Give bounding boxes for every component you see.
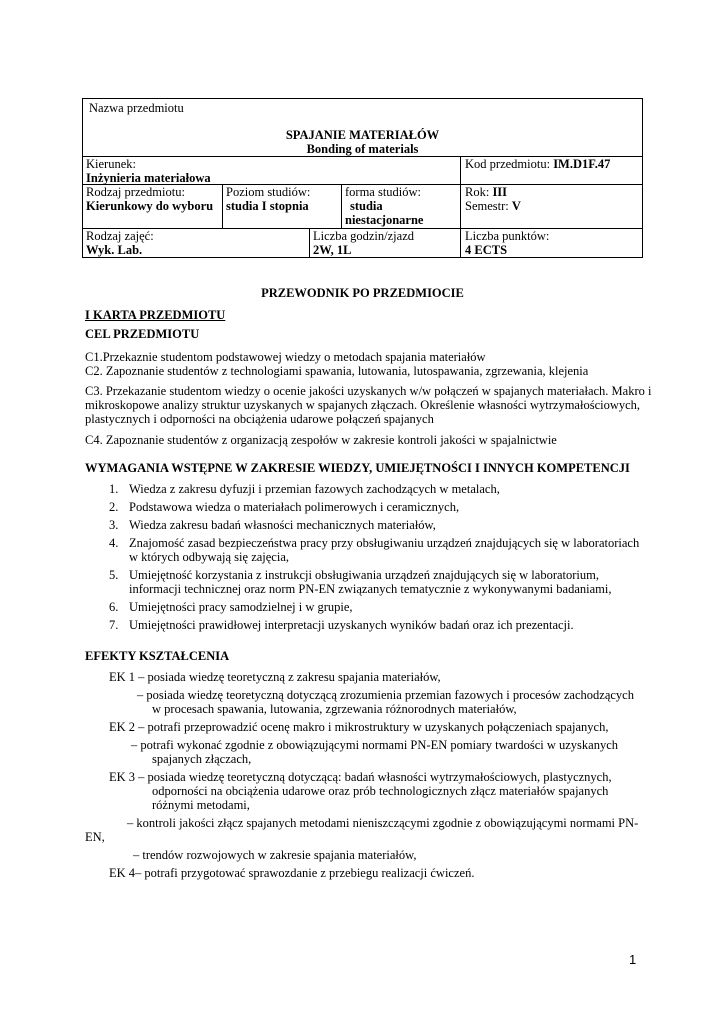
requirement-item: Umiejętności pracy samodzielnej i w grupie, — [129, 600, 353, 614]
field-label: Rodzaj zajęć: — [86, 229, 154, 243]
table-divider — [460, 156, 461, 257]
outcome-ek2: – potrafi wykonać zgodnie z obowiązującymi normami PN-EN pomiary twardości w uzyskanych — [131, 738, 619, 752]
outcome-ek4: EK 4– potrafi przygotować sprawozdanie z przebiegu realizacji ćwiczeń. — [109, 866, 475, 880]
field-value: niestacjonarne — [345, 213, 424, 227]
requirements-heading: WYMAGANIA WSTĘPNE W ZAKRESIE WIEDZY, UMIEJĘTNOŚCI I INNYCH KOMPETENCJI — [85, 461, 630, 475]
table-divider — [341, 184, 342, 228]
field-value: 2W, 1L — [313, 243, 352, 257]
course-title-en: Bonding of materials — [306, 142, 419, 156]
year-field: Rok: III — [465, 185, 508, 199]
outcome-ek3: – trendów rozwojowych w zakresie spajania materiałów, — [133, 848, 417, 862]
requirement-item: Umiejętność korzystania z instrukcji obsługiwania urządzeń znajdujących się w laboratorium, — [129, 568, 599, 582]
goal-c3: plastycznych i odporności na obciążenia udarowe połączeń spajanych — [85, 412, 434, 426]
outcome-ek3: EN, — [85, 830, 105, 844]
requirement-item: Wiedza zakresu badań własności mechanicznych materiałów, — [129, 518, 436, 532]
list-number: 3. — [109, 518, 119, 532]
field-label: Liczba punktów: — [465, 229, 550, 243]
field-value: Kierunkowy do wyboru — [86, 199, 214, 213]
page-number: 1 — [629, 952, 637, 967]
table-divider — [309, 228, 310, 257]
outcome-ek1: EK 1 – posiada wiedzę teoretyczną z zakresu spajania materiałów, — [109, 670, 441, 684]
outcome-ek1: – posiada wiedzę teoretyczną dotyczącą zrozumienia przemian fazowych i procesów zachodzących — [137, 688, 634, 702]
outcome-ek3: odporności na obciążenia udarowe oraz prób technologicznych złącz materiałów spajanych — [152, 784, 609, 798]
goal-heading: CEL PRZEDMIOTU — [85, 327, 200, 341]
card-heading: I KARTA PRZEDMIOTU — [85, 308, 226, 322]
field-value: Inżynieria materiałowa — [86, 171, 211, 185]
course-title-pl: SPAJANIE MATERIAŁÓW — [285, 128, 440, 142]
goal-c3: mikroskopowe analizy struktur uzyskanych w spajanych złączach. Określenie własności wytrzymałościowych, — [85, 398, 641, 412]
field-label: Liczba godzin/zjazd — [313, 229, 414, 243]
field-label: Kierunek: — [86, 157, 136, 171]
list-number: 7. — [109, 618, 119, 632]
goal-c3: C3. Przekazanie studentom wiedzy o ocenie jakości uzyskanych w/w połączeń w spajanych materiałach. Makro i — [85, 384, 652, 398]
requirement-item: Znajomość zasad bezpieczeństwa pracy przy obsługiwaniu urządzeń znajdujących się w laboratoriach — [129, 536, 640, 550]
semester-field: Semestr: V — [465, 199, 521, 213]
list-number: 5. — [109, 568, 119, 582]
list-number: 1. — [109, 482, 119, 496]
goal-c1: C1.Przekaznie studentom podstawowej wiedzy o metodach spajania materiałów — [85, 350, 486, 364]
outcome-ek2: EK 2 – potrafi przeprowadzić ocenę makro i mikrostruktury w uzyskanych połączeniach spajanych, — [109, 720, 609, 734]
field-value: 4 ECTS — [465, 243, 508, 257]
guide-heading: PRZEWODNIK PO PRZEDMIOCIE — [261, 286, 464, 300]
outcome-ek1: w procesach spawania, lutowania, zgrzewania różnorodnych materiałów, — [152, 702, 517, 716]
requirement-item-cont: w których odbywają się zajęcia, — [129, 550, 290, 564]
requirement-item: Podstawowa wiedza o materiałach polimerowych i ceramicznych, — [129, 500, 460, 514]
goal-c4: C4. Zapoznanie studentów z organizacją zespołów w zakresie kontroli jakości w spajalnictwie — [85, 433, 557, 447]
outcome-ek3: EK 3 – posiada wiedzę teoretyczną dotyczącą: badań własności wytrzymałościowych, plastycznych, — [109, 770, 612, 784]
requirement-item-cont: informacji technicznej oraz norm PN-EN związanych tematycznie z wykonywanymi badaniami, — [129, 582, 612, 596]
course-info-table — [82, 98, 643, 258]
list-number: 4. — [109, 536, 119, 550]
list-number: 2. — [109, 500, 119, 514]
field-value: studia I stopnia — [226, 199, 309, 213]
field-value: Wyk. Lab. — [86, 243, 143, 257]
table-divider — [222, 184, 223, 228]
outcome-ek2: spajanych złączach, — [152, 752, 252, 766]
course-name-label: Nazwa przedmiotu — [89, 101, 184, 115]
list-number: 6. — [109, 600, 119, 614]
field-label: forma studiów: — [345, 185, 422, 199]
outcome-ek3: różnymi metodami, — [152, 798, 250, 812]
field-value: studia — [350, 199, 383, 213]
course-code: Kod przedmiotu: IM.D1F.47 — [465, 157, 611, 171]
outcomes-heading: EFEKTY KSZTAŁCENIA — [85, 649, 230, 663]
field-label: Rodzaj przedmiotu: — [86, 185, 185, 199]
requirement-item: Umiejętności prawidłowej interpretacji uzyskanych wyników badań oraz ich prezentacji. — [129, 618, 574, 632]
outcome-ek3: – kontroli jakości złącz spajanych metodami nieniszczącymi zgodnie z obowiązującymi normami PN- — [127, 816, 639, 830]
field-label: Poziom studiów: — [226, 185, 311, 199]
goal-c2: C2. Zapoznanie studentów z technologiami spawania, lutowania, lutospawania, zgrzewania, klejenia — [85, 364, 589, 378]
requirement-item: Wiedza z zakresu dyfuzji i przemian fazowych zachodzących w metalach, — [129, 482, 500, 496]
